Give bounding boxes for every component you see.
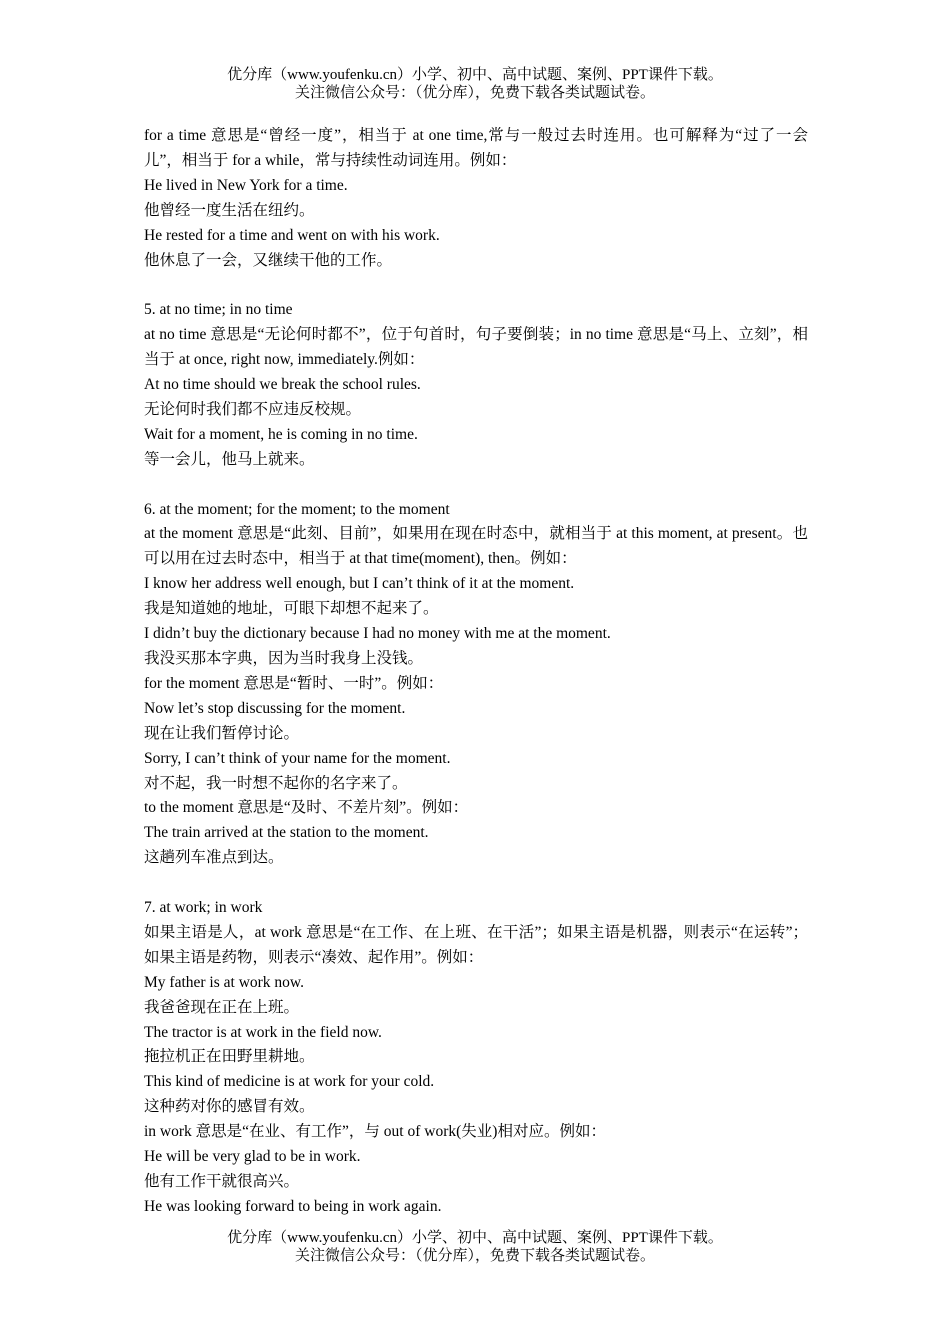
example-translation: 拖拉机正在田野里耕地。 [144,1048,315,1066]
example-translation: 我是知道她的地址，可眼下却想不起来了。 [144,600,439,618]
blank-line [144,871,808,896]
example-sentence: Now let’s stop discussing for the moment. [144,699,406,717]
section-5-title: 5. at no time; in no time [144,301,293,319]
example-sentence: My father is at work now. [144,973,304,991]
example-sentence: At no time should we break the school rules. [144,376,421,394]
paragraph: at the moment 意思是“此刻、目前”，如果用在现在时态中，就相当于 at this moment, at present。也可以用在过去时态中，相当于 at that time(moment), then。例如： [144,525,808,568]
example-translation: 这种药对你的感冒有效。 [144,1098,315,1116]
document-body [144,124,808,1220]
example-sentence: Wait for a moment, he is coming in no time. [144,425,418,443]
footer-line-1: 优分库（www.youfenku.cn）小学、初中、高中试题、案例、PPT课件下载。 [227,1230,723,1246]
paragraph: to the moment 意思是“及时、不差片刻”。例如： [144,799,469,817]
example-translation: 这趟列车准点到达。 [144,849,284,867]
example-sentence: Sorry, I can’t think of your name for the moment. [144,749,451,767]
example-translation: 我爸爸现在正在上班。 [144,998,300,1016]
paragraph: for a time 意思是“曾经一度”，相当于 at one time,常与一般过去时连用。也可解释为“过了一会儿”，相当于 for a while，常与持续性动词连用。例如： [144,127,808,169]
example-sentence: The train arrived at the station to the moment. [144,824,429,842]
paragraph: 如果主语是人，at work 意思是“在工作、在上班、在干活”；如果主语是机器，则表示“在运转”；如果主语是药物，则表示“凑效、起作用”。例如： [144,923,808,966]
example-sentence: I didn’t buy the dictionary because I had no money with me at the moment. [144,625,611,643]
header-line-2: 关注微信公众号：（优分库），免费下载各类试题试卷。 [294,85,655,101]
example-sentence: He was looking forward to being in work again. [144,1197,442,1215]
example-translation: 他曾经一度生活在纽约。 [144,201,315,219]
example-translation: 他有工作干就很高兴。 [144,1173,300,1191]
example-sentence: He rested for a time and went on with his work. [144,226,440,244]
footer-line-2: 关注微信公众号：（优分库），免费下载各类试题试卷。 [294,1248,655,1264]
blank-line [144,473,808,498]
page-header [0,66,950,102]
paragraph: at no time 意思是“无论何时都不”，位于句首时，句子要倒装；in no time 意思是“马上、立刻”，相当于 at once, right now, immediately.例如： [144,326,808,369]
example-translation: 我没买那本字典，因为当时我身上没钱。 [144,650,424,667]
page-footer [0,1229,950,1265]
example-sentence: He lived in New York for a time. [144,176,348,194]
example-translation: 无论何时我们都不应违反校规。 [144,400,362,418]
example-sentence: This kind of medicine is at work for your cold. [144,1073,435,1091]
example-translation: 等一会儿，他马上就来。 [144,450,315,468]
paragraph: for the moment 意思是“暂时、一时”。例如： [144,674,444,692]
example-sentence: He will be very glad to be in work. [144,1148,361,1166]
section-6-title: 6. at the moment; for the moment; to the moment [144,500,450,518]
example-translation: 现在让我们暂停讨论。 [144,724,300,742]
paragraph: in work 意思是“在业、有工作”，与 out of work(失业)相对应。例如： [144,1123,606,1141]
example-sentence: I know her address well enough, but I can’t think of it at the moment. [144,575,575,593]
section-7-title: 7. at work; in work [144,899,263,917]
blank-line [144,273,808,298]
example-translation: 他休息了一会，又继续干他的工作。 [144,251,393,269]
example-sentence: The tractor is at work in the field now. [144,1023,382,1041]
header-line-1: 优分库（www.youfenku.cn）小学、初中、高中试题、案例、PPT课件下载。 [227,67,723,83]
example-translation: 对不起，我一时想不起你的名字来了。 [144,774,408,792]
